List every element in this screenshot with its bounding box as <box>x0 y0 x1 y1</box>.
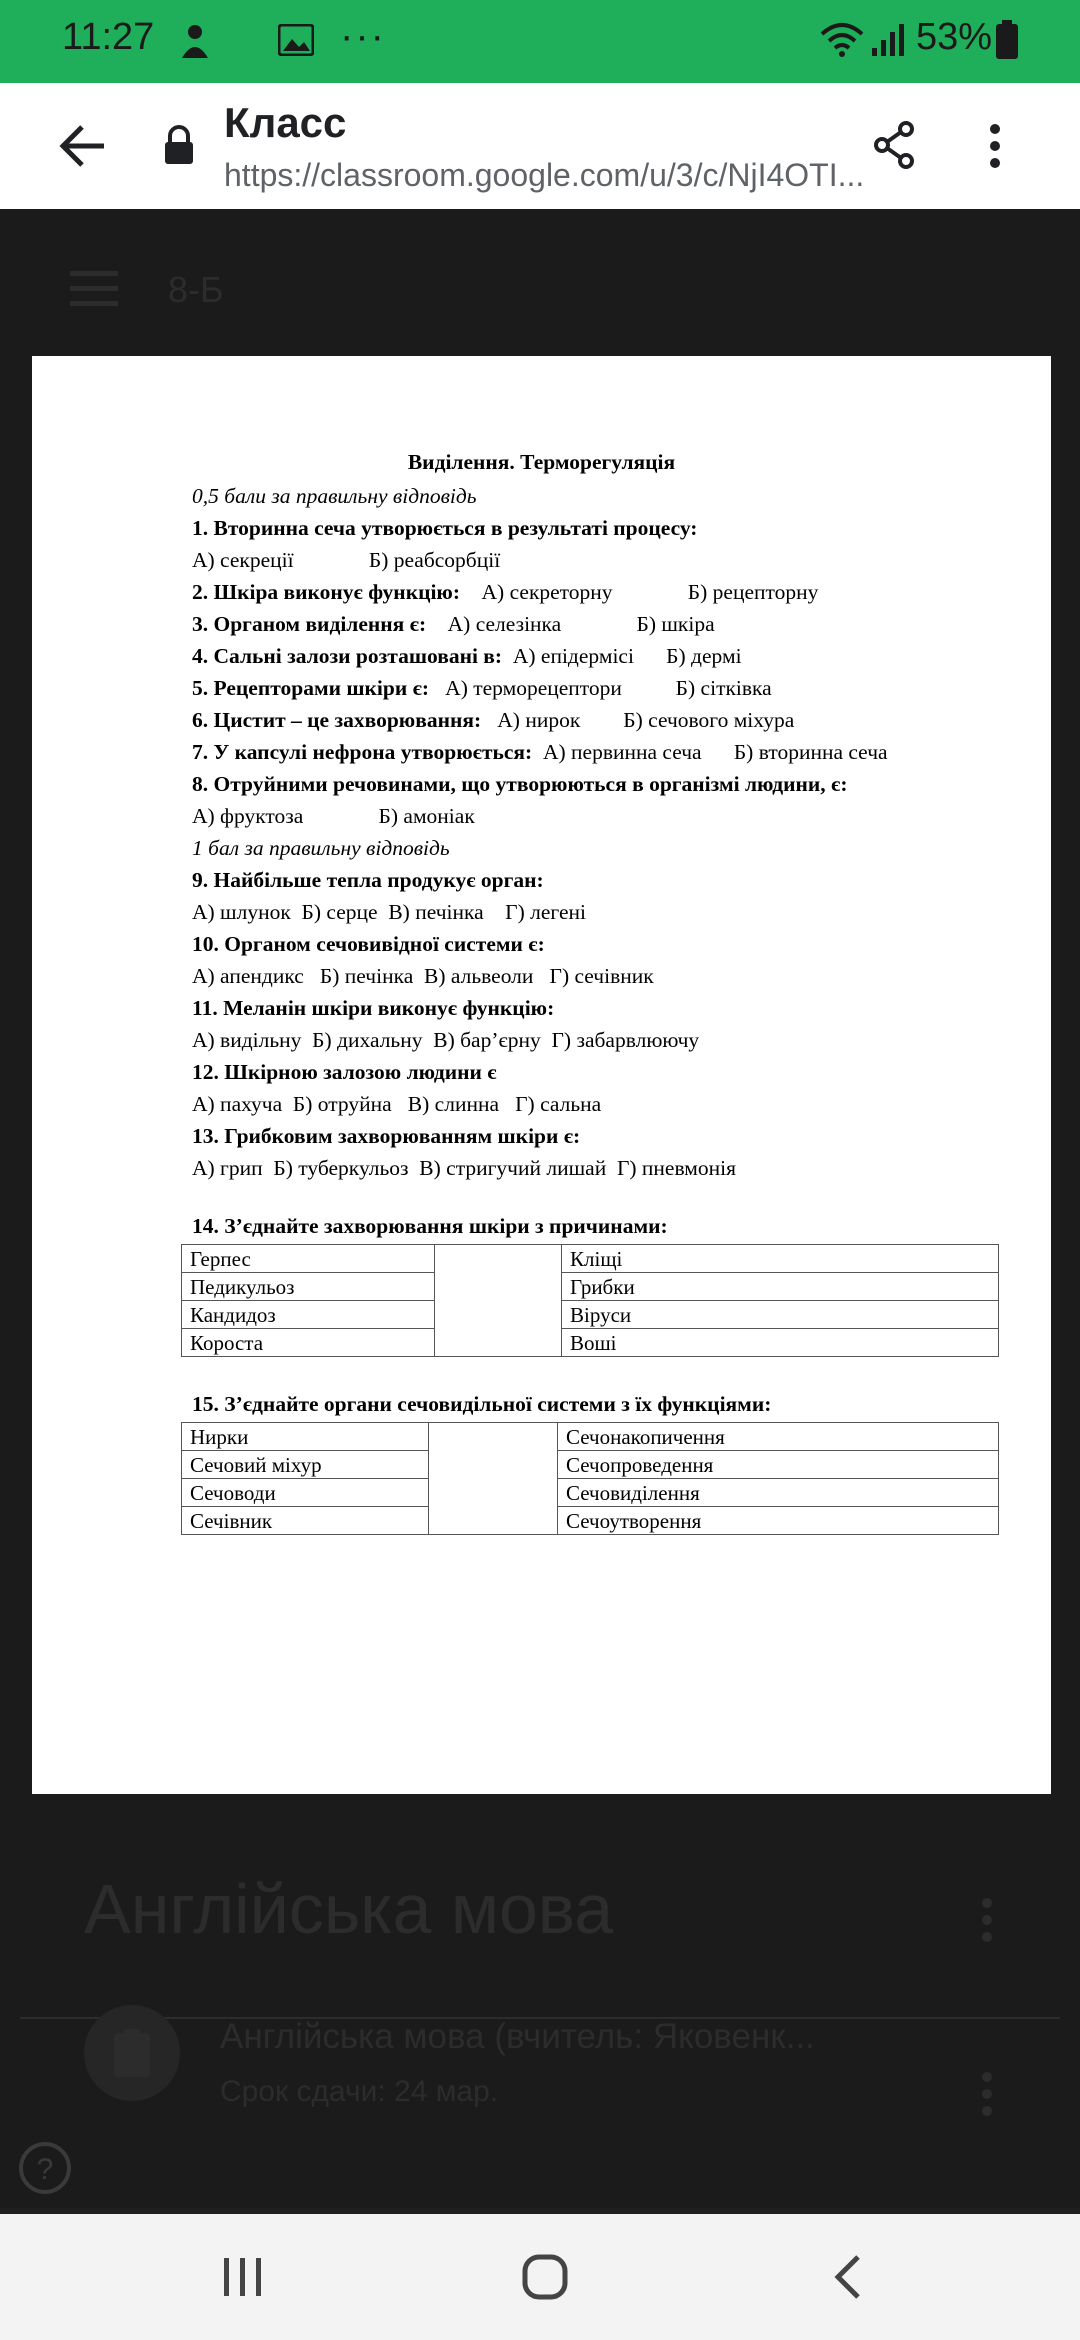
page-url[interactable]: https://classroom.google.com/u/3/c/NjI4OTI... <box>224 157 864 193</box>
table-cell: Сечівник <box>182 1507 429 1535</box>
overflow-menu-icon[interactable] <box>988 123 1002 169</box>
answer-options: А) епідермісі Б) дермі <box>512 644 742 668</box>
question: 8. Отруйними речовинами, що утворюються в організмі людини, є: <box>192 772 848 796</box>
answer-options: А) пахуча Б) отруйна В) слинна Г) сальна <box>192 1092 602 1116</box>
question-line <box>192 676 772 701</box>
assignment-more-icon[interactable] <box>980 2071 994 2117</box>
question: 14. З’єднайте захворювання шкіри з причинами: <box>192 1214 668 1238</box>
doc-note: 1 бал за правильну відповідь <box>192 836 450 860</box>
answer-options: А) секреції Б) реабсорбції <box>192 548 501 572</box>
question: 3. Органом виділення є: <box>192 612 427 636</box>
table-cell-empty <box>429 1423 558 1535</box>
course-more-icon[interactable] <box>980 1897 994 1943</box>
question: 9. Найбільше тепла продукує орган: <box>192 868 544 892</box>
answer-options: А) нирок Б) сечового міхура <box>497 708 795 732</box>
recent-apps-icon[interactable] <box>222 2256 264 2298</box>
svg-text:?: ? <box>36 2153 54 2186</box>
answer-options: А) первинна сеча Б) вторинна сеча <box>542 740 888 764</box>
question-line <box>192 580 818 605</box>
image-notification-icon <box>278 24 314 56</box>
question: 5. Рецепторами шкіри є: <box>192 676 430 700</box>
question-line <box>192 708 794 733</box>
question-line <box>192 740 888 765</box>
question: 4. Сальні залози розташовані в: <box>192 644 503 668</box>
table-cell: Віруси <box>562 1301 999 1329</box>
table-cell: Короста <box>182 1329 435 1357</box>
page-title: Класс <box>224 99 347 146</box>
question: 6. Цистит – це захворювання: <box>192 708 482 732</box>
answer-options: А) секреторну Б) рецепторну <box>481 580 819 604</box>
table-cell: Сечовиділення <box>558 1479 999 1507</box>
status-bar <box>0 0 1080 83</box>
class-name: 8-Б <box>168 269 224 310</box>
table-cell: Воші <box>562 1329 999 1357</box>
answer-options: А) селезінка Б) шкіра <box>447 612 715 636</box>
question: 12. Шкірною залозою людини є <box>192 1060 497 1084</box>
doc-title: Виділення. Терморегуляція <box>407 450 676 474</box>
back-arrow-icon[interactable] <box>58 123 108 169</box>
assignment-icon <box>84 2005 180 2101</box>
signal-icon <box>870 22 904 58</box>
table-cell-empty <box>435 1245 562 1357</box>
question: 15. З’єднайте органи сечовидільної системи з їх функціями: <box>192 1392 772 1416</box>
answer-options: А) видільну Б) дихальну В) бар’єрну Г) забарвлюючу <box>192 1028 700 1052</box>
system-navigation-bar <box>0 2214 1080 2340</box>
help-icon[interactable] <box>18 2141 72 2195</box>
assignment-due: Срок сдачи: 24 мар. <box>220 2075 499 2108</box>
question: 10. Органом сечовивідної системи є: <box>192 932 545 956</box>
browser-header <box>0 83 1080 209</box>
question: 1. Вторинна сеча утворюється в результаті процесу: <box>192 516 698 540</box>
question: 7. У капсулі нефрона утворюється: <box>192 740 533 764</box>
table-cell: Сечовий міхур <box>182 1451 429 1479</box>
table-cell: Педикульоз <box>182 1273 435 1301</box>
more-notifications-icon: ··· <box>340 14 386 58</box>
course-heading: Англійська мова <box>84 1870 614 1948</box>
answer-options: А) грип Б) туберкульоз В) стригучий лишай Г) пневмонія <box>192 1156 736 1180</box>
lock-icon <box>162 125 196 165</box>
home-icon[interactable] <box>522 2254 568 2300</box>
matching-table-15 <box>181 1422 999 1535</box>
question: 2. Шкіра виконує функцію: <box>192 580 461 604</box>
answer-options: А) терморецептори Б) сітківка <box>445 676 772 700</box>
answer-options: А) фруктоза Б) амоніак <box>192 804 475 828</box>
matching-table-14 <box>181 1244 999 1357</box>
status-time: 11:27 <box>62 16 155 58</box>
document-preview <box>32 356 1051 1794</box>
table-cell: Кліщі <box>562 1245 999 1273</box>
table-cell: Грибки <box>562 1273 999 1301</box>
table-cell: Сечоводи <box>182 1479 429 1507</box>
wifi-icon <box>820 22 864 58</box>
question-line <box>192 644 742 669</box>
answer-options: А) шлунок Б) серце В) печінка Г) легені <box>192 900 586 924</box>
back-nav-icon[interactable] <box>832 2254 862 2300</box>
table-cell: Сечоутворення <box>558 1507 999 1535</box>
notification-app-icon <box>178 22 212 60</box>
table-cell: Кандидоз <box>182 1301 435 1329</box>
table-cell: Герпес <box>182 1245 435 1273</box>
question: 13. Грибковим захворюванням шкіри є: <box>192 1124 581 1148</box>
table-cell: Сечонакопичення <box>558 1423 999 1451</box>
answer-options: А) апендикс Б) печінка В) альвеоли Г) сечівник <box>192 964 654 988</box>
assignment-title[interactable]: Англійська мова (вчитель: Яковенк... <box>220 2017 815 2056</box>
battery-percent: 53% <box>916 16 993 58</box>
question-line <box>192 612 715 637</box>
share-icon[interactable] <box>872 121 916 169</box>
hamburger-menu-icon[interactable] <box>70 271 118 307</box>
doc-note: 0,5 бали за правильну відповідь <box>192 484 477 508</box>
table-cell: Сечопроведення <box>558 1451 999 1479</box>
battery-icon <box>995 20 1019 60</box>
question: 11. Меланін шкіри виконує функцію: <box>192 996 555 1020</box>
table-cell: Нирки <box>182 1423 429 1451</box>
